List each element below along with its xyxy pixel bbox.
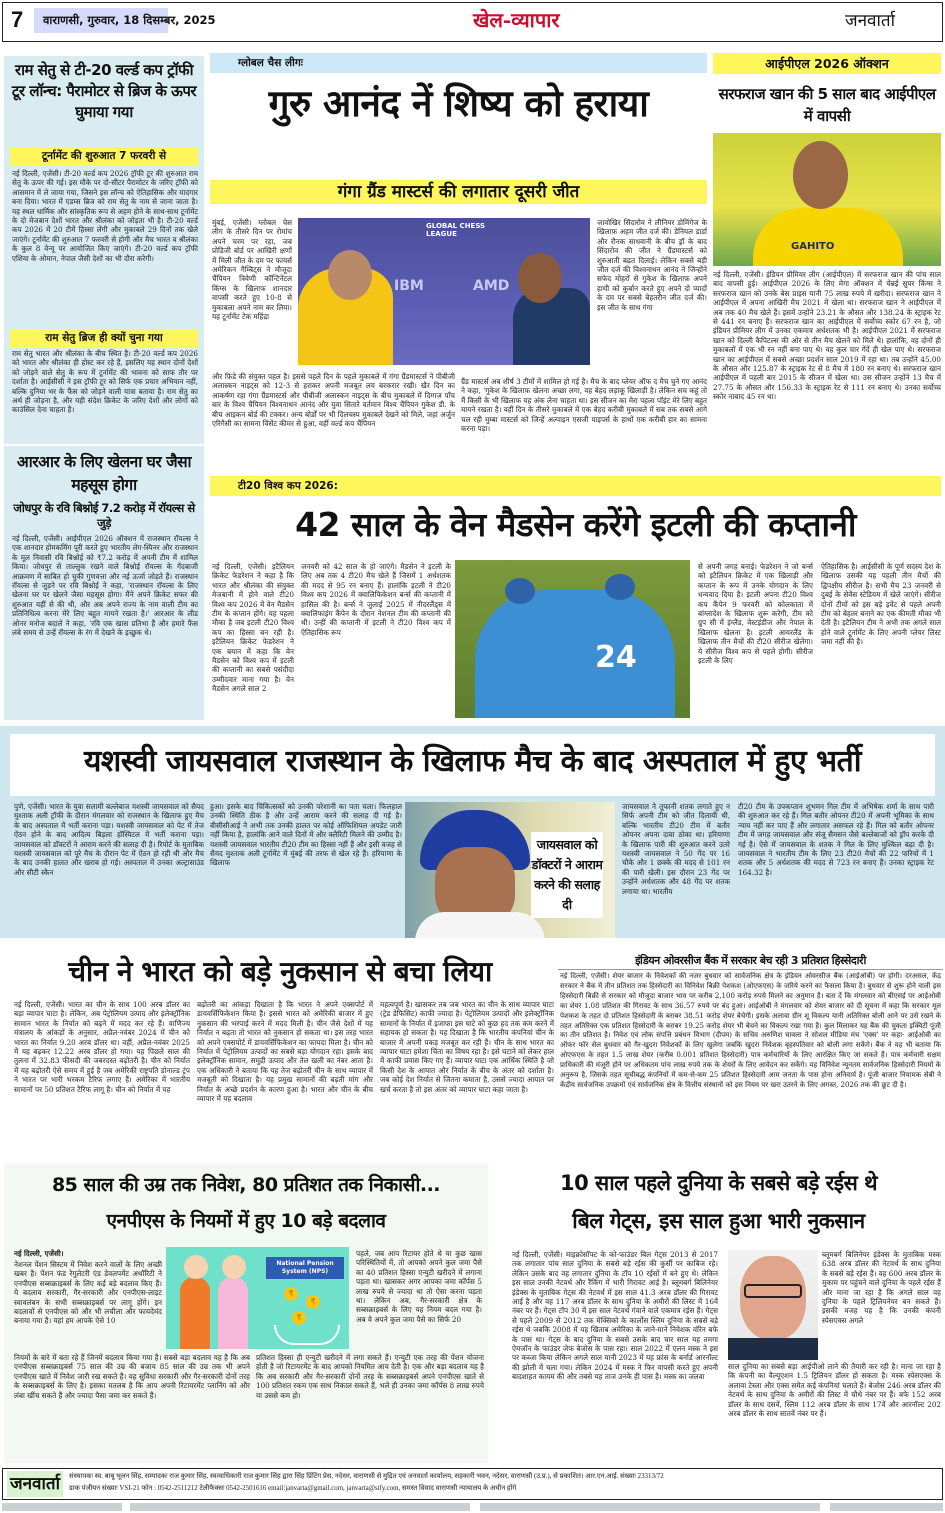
imprint-footer	[2, 1468, 943, 1500]
player-head	[328, 250, 372, 300]
chess-headline: गुरु आनंद नें शिष्य को हराया	[268, 82, 649, 125]
ipl-kicker: आईपीएल 2026 ऑक्शन	[713, 53, 941, 74]
rupee-coin-icon: ₹	[306, 1295, 320, 1309]
imprint-line-2: डाक पंजीयन संख्याः VSI-21 फोन : 0542-2511212 टेलीफैक्सः 0542-2501616 email:janvarta@gmail.com, janvarta@sify.com, समस्त विवाद वाराणसी न्यायालय के अधीन होंगे	[69, 1485, 517, 1492]
player-cap	[505, 578, 535, 604]
jaiswal-col-1: पुणे, एजेंसी। भारत के युवा सलामी बल्लेबाज यशस्वी जायसवाल को सैयद मुश्ताक अली ट्रॉफी के दौरान मंगलवार को राजस्थान के खिलाफ हुए मैच के बाद अस्पताल में भर्ती कराना पड़ा। यशस्वी जायसवाल को पेट में तेज ऐंठन होने के बाद आदित्य बिड़ला हॉस्पिटल में भर्ती कराना पड़ा। जायसवाल को डॉक्टरों ने आराम करने की सलाह दी है। रिपोर्ट के मुताबिक यशस्वी जायसवाल को पूरे मैच के दौरान पेट में ऐंठन हो रही थी और मैच के बाद उनकी हालत और खराब हो गई। अस्पताल में उनका अल्ट्रासाउंड और सीटी स्कैन	[14, 802, 204, 877]
china-col-1: नई दिल्ली, एजेंसी। भारत का चीन के साथ 100 अरब डॉलर का बड़ा व्यापार घाटा है। लेकिन, अब पेट्रोलियम उत्पाद और इलेक्ट्रॉनिक सामान भारत के निर्यात को बढ़ने में मदद कर रहे हैं। वाणिज्य मंत्रालय के आंकड़ों के अनुसार, अप्रैल-नवंबर 2024 में चीन को भारत का निर्यात 9.20 अरब डॉलर था। वहीं, अप्रैल-नवंबर 2025 में यह बढ़कर 12.22 अरब डॉलर हो गया। यह पिछले साल की तुलना में 32.83 फीसदी की जबरदस्त बढ़ोतरी है। चीन को निर्यात में यह बढ़ोतरी ऐसे समय में हुई है जब अमेरिकी राष्ट्रपति डोनाल्ड ट्रंप ने भारत पर भारी भरकम टैरिफ लगाए हैं। अमेरिका में भारतीय सामानों पर 50 प्रतिशत टैरिफ लागू है। चीन को निर्यात में यह	[14, 1000, 190, 1094]
elderly-woman-head	[222, 1255, 246, 1279]
jaiswal-col-4: टी20 टीम के उपकप्तान शुभमन गिल टीम में अभिषेक शर्मा के साथ पारी की शुरुआत कर रहे हैं। गिल बतौर ओपनर टी20 में अपनी भूमिका के साथ न्याय नहीं कर पाए हैं और लगातार असफल रहे हैं। गिल को बतौर ओपनर टीम में जगह जायसवाल और संजू सैमसन जैसे बल्लेबाजों को ड्रॉप करके दी गई है। ऐसे में जायसवाल के शतक ने गिल के लिए मुश्किल बढ़ा दी है। जायसवाल ने भारतीय टीम के लिए 23 टी20 मैचों की 22 पारियों में 1 शतक और 5 अर्धशतक की मदद से 723 रन बनाए हैं। उनका स्ट्राइक रेट 164.32 है।	[738, 802, 934, 877]
nps-body-bottom-right: प्रतिशत हिस्सा ही एन्युटी खरीदने में लगा सकते हैं। एन्युटी एक तरह की पेंशन योजना होती है जो रिटायरमेंट के बाद आपको नियमित आय देती है। एक और बड़ा बदलाव यह है कि अब सरकारी और गैर-सरकारी दोनों तरह के सब्सक्राइबर्स अपने एनपीएस खाते से 100 प्रतिशत रकम एक साथ निकाल सकते हैं, भले ही उनका जमा कॉर्पस 8 लाख रुपये या उससे कम हो।	[256, 1353, 484, 1400]
sponsor-logo: IBM	[394, 278, 424, 294]
ramsetu-body-2: राम सेतु भारत और श्रीलंका के बीच स्थित है। टी-20 वर्ल्ड कप 2026 को भारत और श्रीलंका ही होस्ट कर रहे हैं, इसलिए यह स्थान दोनों देशों को जोड़ने वाले सेतु के रूप में टूर्नामेंट की भावना को साफ तौर पर दर्शाता है। आईसीसी ने इस ट्रॉफी टूर को सिर्फ एक प्रचार अभियान नहीं, बल्कि दुनिया भर के फैंस को जोड़ने वाली यात्रा बताया है। राम सेतु का अर्थ ही जोड़ना है, और यही संदेश क्रिकेट के जरिए देशों और लोगों को काउंसिल देना चाहता है।	[12, 349, 198, 415]
rupee-coin-icon: ₹	[292, 1311, 306, 1325]
italy-col-4: ऐतिहासिक है। आईसीसी के पूर्ण सदस्य देश के खिलाफ उसकी यह पहली तीन मैचों की द्विपक्षीय सीरीज है। सभी मैच 23 जनवरी से दुबई के सेवेंस स्टेडियम में खेले जाएंगे। सीरीज दोनों टीमों को इस बड़े इवेंट से पहले अपनी टीम को बेहतर बनाने का एक कीमती मौका भी देती है। इटैलियन टीम ने अभी तक अगले साल होने वाले टूर्नामेंट के लिए अपनी प्लेयर लिस्ट जमा नहीं की है।	[821, 562, 941, 647]
dateline: वाराणसी, गुरुवार, 18 दिसम्बर, 2025	[34, 8, 168, 33]
footer-logo: जनवार्ता	[7, 1471, 63, 1497]
nps-section	[4, 1163, 488, 1463]
nps-dateline: नई दिल्ली, एजेंसी।	[14, 1249, 64, 1258]
jaiswal-section	[0, 726, 945, 938]
team-huddle	[475, 590, 675, 718]
iob-headline: इंडियन ओवरसीज बैंक में सरकार बेच रही 3 प्रतिशत हिस्सेदारी	[558, 953, 943, 970]
ipl-headline: सरफराज खान की 5 साल बाद आईपीएल में वापसी	[718, 85, 936, 125]
chess-body-right: जावोखिर सिंदारोव ने लीनियर डोमिंगेज के खिलाफ़ अहम जीत दर्ज की। डेनियल डार्डा और रौनक साधवानी के बीच ड्रॉ के बाद सिंदारोव की जीत ने ग्रैंडमास्टर्स को शुरुआती बढ़त दिलाई। लेकिन सबसे बड़ी जीत दर्ज की विश्वनाथन आनंद ने जिन्होंने सफेद मोहरों से गुकेश के खिलाफ़ अपने हाथी को कुर्बान करते हुए अपने दो प्यादों के दम पर सबसे बेहतरीन जीत दर्ज की। इस जीत के साथ गंगा	[597, 218, 707, 312]
chess-subhead: गंगा ग्रैंड मास्टर्स की लगातार दूसरी जीत	[210, 180, 707, 204]
suit	[728, 1338, 818, 1360]
ramsetu-body: नई दिल्ली, एजेंसी। टी-20 वर्ल्ड कप 2026 ट्रॉफी टूर की शुरुआत राम सेतु के ऊपर की गई। इस मौके पर दो-सीटर पैरामोटर के जरिए ट्रॉफी को आसमान में ले जाया गया, जिसने इस लॉन्च को ऐतिहासिक और यादगार बना दिया। भारत में एडम्स ब्रिज को राम सेतु के नाम से जाना जाता है। यह स्थल धार्मिक और सांस्कृतिक रूप से अहम होने के साथ-साथ टूर्नामेंट के दो मेजबान देशों भारत और श्रीलंका को जोड़ता भी है। टी-20 वर्ल्ड कप 2026 में 20 टीमें हिस्सा लेंगी और मुकाबले 29 दिनों तक खेले जाएंगे। टूर्नामेंट की शुरुआत 7 फरवरी से होगी और मैच भारत व श्रीलंका के कुल 8 वेन्यू पर आयोजित किए जाएंगे। टी-20 वर्ल्ड कप ट्रॉफी एशिया के ओमान, नेपाल जैसी देशों का भी दौरा करेगी।	[12, 169, 198, 263]
rr-headline: आरआर के लिए खेलना घर जैसा महसूस होगा	[16, 453, 192, 494]
ipl-photo	[713, 133, 941, 266]
gates-body-bottom-right: साल दुनिया का सबसे बड़ा आईपीओ लाने की तैयारी कर रही है। माना जा रहा है कि कंपनी का वैल्यूएशन 1.5 ट्रिलियन डॉलर हो सकता है। मस्क स्पेसएक्स के अलावा टेस्ला और एक्स समेत कई कंपनियां चलाते हैं। बेजोस 246 अरब डॉलर की नेटवर्थ के साथ दुनिया के अमीरों की लिस्ट में चौथे नंबर पर हैं। बफे 152 अरब डॉलर के साथ दसवें, स्लिम 112 अरब डॉलर के साथ 17वें और आरनॉल्ट 202 अरब डॉलर के साथ सातवें नंबर पर हैं।	[728, 1362, 941, 1419]
print-registration-bar	[830, 1503, 943, 1511]
rr-subhead: जोधपुर के रवि बिश्नोई 7.2 करोड़ में रॉयल्स से जुड़े	[13, 501, 195, 530]
sponsor-logo: AMD	[473, 278, 510, 294]
italy-col-1: नई दिल्ली, एजेंसी। इटैलियन क्रिकेट फेडरेशन ने कहा है कि भारत और श्रीलंका की संयुक्त मेजबानी में होने वाले टी20 विश्व कप 2026 में वेन मैडसेन टीम के कप्तान होंगे। यह पहला मौका है जब इटली टी20 विश्व कप का हिस्सा बन रही है। इटैलियन क्रिकेट फेडरेशन ने एक बयान में कहा कि वेन मैडसेन को विश्व कप में इटली की कप्तानी का सबसे पसंदीदा उम्मीदवार माना गया है। वेन मैडसेन अगले साल 2	[212, 562, 294, 694]
italy-team-photo	[455, 560, 690, 718]
bill-gates-photo	[728, 1250, 818, 1360]
jaiswal-callout: जायसवाल को डॉक्टरों ने आराम करने की सलाह दी	[531, 832, 603, 918]
player-head	[793, 141, 848, 209]
newspaper-name: जनवार्ता	[845, 11, 895, 31]
player-head	[518, 253, 562, 303]
page-number: 7	[11, 7, 24, 32]
nps-headline-2: एनपीएस के नियमों में हुए 10 बड़े बदलाव	[106, 1210, 386, 1232]
ramsetu-headline: राम सेतु से टी-20 वर्ल्ड कप ट्रॉफी टूर लॉन्च: पैरामोटर से ब्रिज के ऊपर घुमाया गया	[11, 61, 197, 121]
player-jersey	[753, 208, 903, 266]
jaiswal-photo	[405, 802, 615, 938]
section-title: खेल-व्यापार	[473, 8, 560, 32]
jaiswal-col-3: जायसवाल ने तूफानी शतक लगाते हुए न सिर्फ अपनी टीम को जीत दिलायी थी, बल्कि भारतीय टी20 टीम में बतौर ओपनर अपना दावा ठोका था। हरियाणा के खिलाफ पारी की शुरुआत करने उतरे यशस्वी जायसवाल ने 50 गेंद पर 16 चौके और 1 छक्के की मदद से 101 रन की पारी खेली। इस दौरान 23 गेंद पर उन्होंने अर्धशतक और 48 गेंद पर शतक लगाया था। भारतीय	[622, 802, 730, 896]
print-registration-bar	[130, 1503, 470, 1511]
imprint-line-1: संस्थापकः स्व. बाबू भूलन सिंह, सम्पादकः राज कुमार सिंह, स्वत्वाधिकारी राज कुमार सिंह द्वारा सिंह प्रिंटिंग प्रेस, नदेसर, वाराणसी से मुद्रित एवं जनवार्ता कार्यालय, सहकारी भवन, नदेसर, वाराणसी (उ.प्र.), से प्रकाशित। आर.एन.आई. संख्याः 23313/72	[69, 1473, 664, 1480]
print-registration-bar	[2, 1503, 122, 1511]
chess-body-left: मुंबई, एजेंसी। ग्लोबल चेस लीग के तीसरे दिन पर रोमांच अपने चरम पर रहा, जब प्रोडिजी बोर्ड पर आखिरी क्षणों में मिली जीत के दम पर फायर्स अमेरिकन गैम्बिट्स ने मौजूदा चैंपियन त्रिवेणी कॉन्टिनेंटल किंग्स के खिलाफ शानदार वापसी करते हुए 10-8 से मुकाबला अपने नाम कर लिया। यह टूर्नामेंट टेक महिंद्रा	[212, 218, 292, 322]
gates-body-right: ब्लूमबर्ग बिलिनेयर इंडेक्स के मुताबिक मस्क 638 अरब डॉलर की नेटवर्थ के साथ दुनिया के सबसे बड़े रईस हैं। वह 600 अरब डॉलर के मुकाम पर पहुंचने वाले दुनिया के पहले रईस हैं और माना जा रहा है कि अगले साल वह दुनिया के पहले ट्रिलियनेयर बन सकते हैं। इसकी वजह यह है कि उनकी कंपनी स्पेसएक्स अगले	[822, 1250, 941, 1325]
jersey-number: 24	[595, 640, 637, 675]
nps-ribbon: National Pension System (NPS)	[266, 1257, 344, 1279]
rr-body: नई दिल्ली, एजेंसी। आईपीएल 2026 ऑक्शन में राजस्थान रॉयल्स ने एक शानदार होमकमिंग पूरी करते हुए भारतीय लेग-स्पिनर और राजस्थान के मूल निवासी रवि बिश्नोई को ₹7.2 करोड़ में अपनी टीम में शामिल किया। जोधपुर से ताल्लुक रखने वाले बिश्नोई रॉयल्स के गेंदबाजी आक्रमण में साबित हो चुकी गुणवत्ता और नई ऊर्जा जोड़ते हैं। राजस्थान रॉयल्स से जुड़ने पर रवि बिश्नोई ने कहा, 'राजस्थान रॉयल्स के लिए खेलना घर पर खेलने जैसा महसूस होगा। मैंने अपने क्रिकेट सफर की शुरुआत यहीं से की थी, और अब अपने राज्य के नाम वाली टीम का प्रतिनिधित्व करना मेरे लिए बहुत मायने रखता है।' आरआर के लीड ओनर मनोज बदाले ने कहा, 'रवि एक खास प्रतिभा हैं और हमारे फैंस लंबे समय से उन्हें रॉयल्स के रंग में देखने के इच्छुक थे।	[12, 534, 198, 638]
gates-headline-2: बिल गेट्स, इस साल हुआ भारी नुकसान	[572, 1209, 865, 1233]
glasses-icon	[744, 1284, 802, 1298]
imprint-text	[69, 1471, 939, 1495]
chess-body-bottom-right: ग्रैंड मास्टर्स अब शीर्ष 3 टीमों में शामिल हो गई है। मैच के बाद प्लेयर ऑफ द मैच चुने गए आनंद ने कहा, 'गुकेश के खिलाफ़ खेलना अच्छा लगा, वह बेहद लड़ाकू खिलाड़ी है। लेकिन सच कहूं तो मैं किसी के भी खिलाफ यह अंक लेना चाहता था। इस सीजन का मेरा पहला पॉइंट मेरे लिए बहुत मायने रखता है। वहीं दिन के तीसरे मुकाबले में एक बेहद करीबी मुकाबले में सब तक सबसे आगे चल रही मुम्बा मास्टर्स को जिन्हें अल्पाइन एसजी पाइपर्स के हाथों एक करीबी हार का सामना करना पड़ा।	[461, 377, 707, 434]
chess-photo	[298, 218, 590, 365]
elderly-man	[180, 1277, 210, 1349]
italy-kicker: टी20 विश्व कप 2026:	[210, 476, 941, 496]
chess-kicker: ग्लोबल चैस लीगः	[210, 53, 707, 73]
player-blue-shirt	[513, 288, 590, 365]
nps-illustration	[166, 1247, 349, 1349]
italy-headline: 42 साल के वेन मैडसेन करेंगे इटली की कप्तानी	[295, 505, 856, 544]
nps-headline-1: 85 साल की उम्र तक निवेश, 80 प्रतिशत तक निकासी...	[51, 1174, 441, 1196]
jaiswal-col-2: हुआ। इसके बाद चिकित्सकों को उनकी परेशानी का पता चला। फिलहाल उनकी स्थिति ठीक है और उन्हें आराम करने की सलाह दी गई है। बीसीसीआई ने अभी तक उनकी हालत पर कोई ऑफिशियल अपडेट जारी नहीं किया है, हालांकि आने वाले दिनों में और क्लैरिटी मिलने की उम्मीद है। यशस्वी जायसवाल भारतीय टी20 टीम का हिस्सा नहीं हैं और इसी वजह से सैयद मुश्ताक अली टूर्नामेंट में मुंबई की तरफ से खेल रहे हैं। हरियाणा के खिलाफ	[210, 802, 402, 868]
china-headline: चीन ने भारत को बड़े नुकसान से बचा लिया	[68, 955, 492, 988]
print-registration-bar	[480, 1503, 820, 1511]
hands-icon	[274, 1325, 340, 1345]
ramsetu-subhead-2: राम सेतु ब्रिज ही क्यों चुना गया	[10, 330, 198, 347]
player-cap	[605, 574, 635, 600]
rupee-coin-icon: ₹	[284, 1287, 298, 1301]
left-sidebar	[4, 56, 204, 720]
elderly-woman	[218, 1277, 248, 1349]
page-header	[2, 2, 943, 42]
jersey-sponsor: GAHITO	[791, 241, 835, 252]
player-shirt	[415, 912, 545, 938]
china-col-2: बढ़ोतरी का आंकड़ा दिखाता है कि भारत ने अपने एक्सपोर्ट में डायवर्सिफिकेशन किया है। इससे भारत को अमेरिकी बाजार में हुए नुकसान की भरपाई करने में मदद मिली है। चीन जैसे देशों में यह निर्यात न बढ़ता तो भारत को नुकसान हो सकता था। इस तरह भारत को अपने एक्सपोर्ट में डायवर्सिफिकेशन का फायदा मिला है। चीन को निर्यात में पेट्रोलियम उत्पादों का सबसे बड़ा योगदान रहा। इसके बाद इलेक्ट्रॉनिक सामान, समुद्री उत्पाद और तेल खली का नंबर आता है। एक अधिकारी ने बताया कि यह तेज बढ़ोतरी चीन के साथ व्यापार में मजबूती को दिखाता है। यह प्रमुख सामानों की बढ़ती मांग और निर्यात के अच्छे प्रदर्शन के कारण हुआ है। भारत और चीन के बीच व्यापार में यह बदलाव	[197, 1000, 373, 1104]
nps-body-right: पहले, जब आप रिटायर होते थे या कुछ खास परिस्थितियों में, तो आपको अपने कुल जमा पैसे का 40 प्रतिशत हिस्सा एन्युटी खरीदने में लगाना पड़ता था। खासकर अगर आपका जमा कॉर्पस 5 लाख रुपये से ज्यादा था तो ऐसा करना पड़ता था। लेकिन अब, गैर-सरकारी क्षेत्र के सब्सक्राइबर्स के लिए यह नियम बदल गया है। अब वे अपने कुल जमा पैसे का सिर्फ 20	[356, 1249, 482, 1324]
italy-col-2: जनवरी को 42 साल के हो जाएंगे। मैडसेन ने इटली के लिए अब तक 4 टी20 मैच खेले हैं जिसमें 1 अर्धशतक की मदद से 95 रन बनाए हैं। हालांकि इटली ने टी20 विश्व कप 2026 में क्वालिफिकेशन बर्न्स की कप्तानी में हासिल की है। बर्न्स ने जुलाई 2025 में नीदरलैंड्स में क्वालिफाइंग कैंपेन के दौरान नेशनल टीम की कप्तानी की थी। उन्हीं की कप्तानी में इटली ने टी20 विश्व कप में ऐतिहासिक रूप	[301, 562, 451, 637]
chess-body-bottom-left: और फ़िडे की संयुक्त पहल है। इससे पहले दिन के पहले मुकाबले में गंगा ग्रैंडमास्टर्स ने पीबीजी अलास्कन नाइट्स को 12-3 से हराकर अपनी मजबूत लय बरकरार रखी। खैर दिन का आकर्षण रहा गंगा ग्रैंडमास्टर्स और पीबीजी अलास्कन नाइट्स के बीच मुकाबले में दिग्गज पाँच बार के विश्व चैंपियन विश्वनाथन आनंद और युवा सितारे वर्तमान विश्व चैंपियन गुकेश डी. के बीच आइकन बोर्ड की टक्कर। अन्य बोर्डों पर भी दिलचस्प मुकाबले देखने को मिले, जहां अर्जुन एरिगैसी का सामना विंसेंट कीमर से हुआ, वहीं वर्ल्ड कप चैंपियन	[212, 372, 455, 429]
china-col-3: महत्वपूर्ण है। खासकर तब जब भारत का चीन के साथ व्यापार घाटा (ट्रेड डेफिसिट) काफी ज्यादा है। पेट्रोलियम उत्पादों और इलेक्ट्रॉनिक सामानों के निर्यात में इजाफा इस घाटे को कुछ हद तक कम करने में सहायक हो सकता है। यह दिखाता है कि भारतीय कंपनियां चीन के बाजार में अपनी पकड़ मजबूत कर रही हैं। चीन के साथ भारत का व्यापार घाटा हमेशा चिंता का विषय रहा है। इसे घटाने को लेकर हाल में काफी प्रयास किए गए हैं। व्यापार घाटा एक आर्थिक स्थिति है जो किसी देश के आयात और निर्यात के बीच के अंतर को दर्शाता है। जब कोई देश निर्यात से जितना कमाता है, उससे ज्यादा आयात पर खर्च करता है तो इस अंतर को व्यापार घाटा कहा जाता है।	[380, 1000, 554, 1094]
nps-body-left: नेशनल पेंशन सिस्टम में निवेश करने वालों के लिए अच्छी खबर है। पेंशन फंड रेगुलेटरी एंड डेवलपमेंट अथॉरिटी ने एनपीएस सब्सक्राइबर्स के लिए कई बड़े बदलाव किए हैं। ये बदलाव सरकारी, गैर-सरकारी और एनपीएस-लाइट स्वावलंबन के सभी सब्सक्राइबर्स पर लागू होंगे। इन बदलावों से एनपीएस को और भी लचीला और फायदेमंद बनाया गया है। यहां हम आपके ऐसे 10	[14, 1260, 162, 1326]
jaiswal-headline: यशस्वी जायसवाल राजस्थान के खिलाफ मैच के बाद अस्पताल में हुए भर्ती	[84, 744, 861, 779]
gates-body-left: नई दिल्ली, एजेंसी। माइक्रोसॉफ्ट के को-फाउंडर बिल गेट्स 2013 से 2017 तक लगातार पांच साल दुनिया के सबसे बड़े रईस की कुर्सी पर काबिज रहे। लेकिन उसके बाद वह लगातार दुनिया के टॉप 10 रईसों में बने हुए थे। लेकिन इस साल उनकी नेटवर्थ और रैंकिंग में भारी गिरावट आई है। ब्लूमबर्ग बिलिनेयर इंडेक्स के मुताबिक गेट्स की नेटवर्थ में इस साल 41.3 अरब डॉलर की गिरावट आई है और वह 117 अरब डॉलर के साथ दुनिया के अमीरों की लिस्ट में 16वें नंबर पर हैं। गेट्स टॉप 30 में इस साल नेटवर्थ गंवाने वाले एकमात्र रईस हैं। गेट्स से पहले 2009 से 2012 तक मेक्सिको के कार्लोस स्लिम दुनिया के सबसे बड़े रईस थे जबकि 2008 में यह खिताब अमेरिका के जाने-माने निवेशक वॉरेन बफे के पास था। गेट्स के बाद दुनिया के सबसे उसके बाद चार साल यह तमगा ऐमजॉन के फाउंडर जेफ बेजोस के पास रहा। साल 2022 में एलन मस्क ने इस पर कब्जा किया लेकिन अगले साल यानी 2023 में यह फ्रांस के बर्नार्ड आरनॉल्ट की झोली में चला गया। लेकिन 2024 में मस्क ने फिर वापसी करते हुए अपनी बादशाहत कायम की और तबसे यह ताज उनके ही पास है। मस्क का जलवा	[512, 1250, 718, 1382]
ipl-body: नई दिल्ली, एजेंसी। इंडियन प्रीमियर लीग (आईपीएल) में सरफराज खान की पांच साल बाद वापसी हुई। आईपीएल 2026 के लिए मेगा ऑक्शन में चेन्नई सुपर किंग्स ने सरफराज खान को उनके बेस प्राइस यानी 75 लाख रुपये में खरीदा। सरफराज खान ने आईपीएल में अपना आखिरी मैच 2021 में खेला था। सरफराज खान ने आईपीएल में अब तक 40 मैच खेले हैं। इसमें उन्होंने 23.21 के औसत और 138.24 के स्ट्राइक रेट से 441 रन बनाए हैं। सरफराज खान का आईपीएल में सर्वोच्च स्कोर 67 रन है, जो इंडियन प्रीमियर लीग में उनका एकमात्र अर्धशतक भी है। आईपीएल 2021 में सरफराज खान को दिल्ली कैपिटल्स की ओर से तीन मैच खेलने को मिले थे। हालांकि, वह दोनों ही मुकाबलों में एक भी रन नहीं बना पाए थे। वह कुल चार गेंदें ही खेल पाए थे। सरफराज खान का आईपीएल में सबसे अच्छा प्रदर्शन साल 2019 में रहा था। तब उन्होंने 45.00 के औसत और 125.87 के स्ट्राइक रेट से 8 मैच में 180 रन बनाए थे। सरफराज खान आईपीएल में पहली बार 2015 के सीजन में खेला था। उस सीजन उन्होंने 13 मैच में 27.75 के औसत और 156.33 के स्ट्राइक रेट से 111 रन बनाए थे। उनका सर्वोच्च स्कोर नाबाद 45 रन था।	[713, 270, 941, 402]
ramsetu-subhead: टूर्नामेंट की शुरुआत 7 फरवरी से	[10, 148, 198, 165]
elderly-man-head	[184, 1255, 208, 1279]
nps-body-bottom-left: नियमों के बारे में बता रहे हैं जिनमें बदलाव किया गया है। सबसे बड़ा बदलाव यह है कि अब एनपीएस सब्सक्राइबर्स 75 साल की उम्र की बजाय 85 साल की उम्र तक भी अपने एनपीएस खाते में निवेश जारी रख सकते हैं। यह सुविधा सरकारी और गैर-सरकारी दोनों तरह के सब्सक्राइबर्स के लिए है। इसका मतलब है कि आप अपनी रिटायरमेंट प्लानिंग को और लंबा खींच सकते हैं और ज्यादा पैसा जमा कर सकते हैं।	[14, 1353, 250, 1400]
gates-headline-1: 10 साल पहले दुनिया के सबसे बड़े रईस थे	[559, 1171, 878, 1195]
italy-col-3: से अपनी जगह बनाई। फेडरेशन ने जो बर्न्स को इटैलियन क्रिकेट में एक खिलाड़ी और कप्तान के रूप में उनके योगदान के लिए धन्यवाद दिया है। इटली अपना टी20 विश्व कप कैंपेन 9 फरवरी को कोलकाता में बांग्लादेश के खिलाफ शुरू करेगी, टीम को ग्रुप सी में इंग्लैंड, वेस्टइंडीज और नेपाल के खिलाफ खेलना है। इटली आयरलैंड के खिलाफ तीन मैचों की टी20 सीरीज खेलेगा। ये सीरीज विश्व कप से पहले होगी। सीरीज इटली के लिए	[698, 562, 813, 666]
divider	[4, 444, 204, 446]
chess-league-logo: GLOBAL CHESS LEAGUE	[426, 222, 486, 238]
iob-body: नई दिल्ली, एजेंसी। शेयर बाजार के निवेशकों की नजर बुधवार को सार्वजनिक क्षेत्र के इंडियन ओवरसीज बैंक (आईओबी) पर होगी। दरअसल, केंद्र सरकार ने बैंक में तीन प्रतिशत तक हिस्सेदारी का विनिवेश बिक्री पेशकश (ओएफएस) के जरिये करने का फैसला किया है। बुधवार से शुरू होने वाली इस हिस्सेदारी बिक्री से सरकार को मौजूदा बाजार भाव पर करीब 2,100 करोड़ रुपये मिलने का अनुमान है। बता दें कि मंगलवार को बीएसई पर आईओबी का शेयर 1.08 प्रतिशत की गिरावट के साथ 36.57 रुपये पर बंद हुआ। आईओबी ने मंगलवार को शेयर बाजार को दी सूचना में कहा कि सरकार मूल पेशकश के तहत दो प्रतिशत हिस्सेदारी के बराबर 38.51 करोड़ शेयर बेचेगी। इसके अलावा ग्रीन शू विकल्प यानी अतिरिक्त बोली आने पर उसे रखने के तहत अतिरिक्त एक प्रतिशत हिस्सेदारी के बराबर 19.25 करोड़ शेयर भी बेचने का विकल्प रखा गया है। कुल मिलाकर यह बैंक की चुकता इक्विटी पूंजी का तीन प्रतिशत है। निवेश एवं लोक संपत्ति प्रबंधन विभाग (दीपम) के सचिव अरुणिश चावला ने सोशल मीडिया मंच 'एक्स' पर कहा- आईओबी का ऑफर फॉर सेल बुधवार को गैर-खुदरा निवेशकों के लिए खुलेगा जबकि खुदरा निवेशक बृहस्पतिवार को बोली लगा सकेंगे। बैंक ने यह भी बताया कि ओएफएस के तहत 1.5 लाख शेयर (करीब 0.001 प्रतिशत हिस्सेदारी) पात्र कर्मचारियों के लिए आरक्षित किए जा सकते हैं। पात्र कर्मचारी सक्षम प्राधिकारी की मंजूरी होने पर अधिकतम पांच लाख रुपये तक के शेयरों के लिए आवेदन कर सकेंगे। यह विनिवेश न्यूनतम सार्वजनिक हिस्सेदारी नियमों के अनुरूप है, जिसके तहत सूचीबद्ध कंपनियों में कम-से-कम 25 प्रतिशत हिस्सेदारी आम जनता के पास होना अनिवार्य है। पूंजी बाजार नियामक सेबी ने केंद्रीय सार्वजनिक उपक्रमों एवं सार्वजनिक क्षेत्र के वित्तीय संस्थानों को इस नियम पर खरा उतरने के लिए अगस्त, 2026 तक की छूट दी है।	[560, 972, 941, 1089]
face	[740, 1256, 806, 1340]
